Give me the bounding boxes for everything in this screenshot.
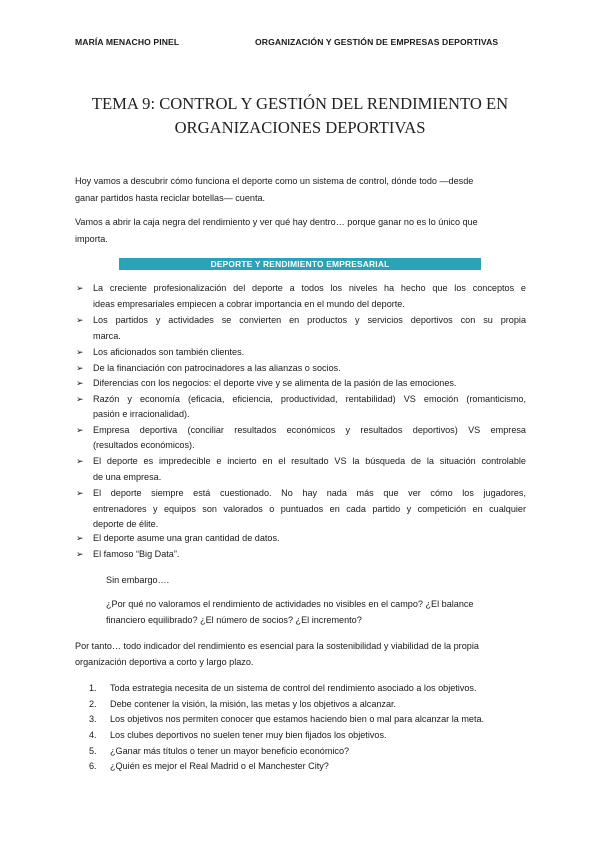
bullet-10: El deporte asume una gran cantidad de datos.	[93, 533, 280, 543]
conclusion-line1: Por tanto… todo indicador del rendimiento es esencial para la sostenibilidad y viabilidad de la propia	[75, 641, 479, 651]
bullet-5: Diferencias con los negocios: el deporte vive y se alimenta de la pasión de las emociones.	[93, 378, 457, 388]
bullet-arrow-icon: ➢	[76, 488, 84, 498]
intro-p2-line1: Vamos a abrir la caja negra del rendimiento y ver qué hay dentro… porque ganar no es lo único que	[75, 217, 478, 227]
list-item: Debe contener la visión, la misión, las metas y los objetivos a alcanzar.	[110, 699, 397, 709]
bullet-9-line3: deporte de élite.	[93, 519, 159, 529]
bullet-arrow-icon: ➢	[76, 378, 84, 388]
aside-sin-embargo: Sin embargo….	[106, 575, 170, 585]
bullet-2-line1: Los partidos y actividades se convierten en productos y servicios deportivos con su propia	[93, 315, 526, 325]
bullet-8-line2: de una empresa.	[93, 472, 162, 482]
bullet-arrow-icon: ➢	[76, 425, 84, 435]
bullet-arrow-icon: ➢	[76, 456, 84, 466]
list-item: Los clubes deportivos no suelen tener muy bien fijados los objetivos.	[110, 730, 387, 740]
list-item: Los objetivos nos permiten conocer que estamos haciendo bien o mal para alcanzar la meta.	[110, 714, 485, 724]
list-item: Toda estrategia necesita de un sistema de control del rendimiento asociado a los objetivos.	[110, 683, 477, 693]
bullet-4: De la financiación con patrocinadores a las alianzas o socios.	[93, 363, 341, 373]
title-line-1: TEMA 9: CONTROL Y GESTIÓN DEL RENDIMIENTO EN	[91, 94, 509, 113]
section-banner: DEPORTE Y RENDIMIENTO EMPRESARIAL	[119, 258, 481, 270]
list-number: 1.	[89, 683, 97, 693]
intro-p2-line2: importa.	[75, 234, 108, 244]
bullet-7-line1: Empresa deportiva (conciliar resultados económicos y resultados deportivos) VS empresa	[93, 425, 526, 435]
header-author: MARÍA MENACHO PINEL	[75, 37, 180, 47]
bullet-1-line2: ideas empresariales empiecen a cobrar importancia en el mundo del deporte.	[93, 299, 405, 309]
bullet-11: El famoso “Big Data”.	[93, 549, 180, 559]
bullet-1-line1: La creciente profesionalización del deporte a todos los niveles ha hecho que los conceptos e	[93, 283, 526, 293]
title-line-2: ORGANIZACIONES DEPORTIVAS	[174, 118, 426, 137]
intro-p1-line2: ganar partidos hasta reciclar botellas— cuenta.	[75, 193, 266, 203]
bullet-arrow-icon: ➢	[76, 283, 84, 293]
bullet-2-line2: marca.	[93, 331, 121, 341]
bullet-arrow-icon: ➢	[76, 363, 84, 373]
header-subject: ORGANIZACIÓN Y GESTIÓN DE EMPRESAS DEPORTIVAS	[255, 37, 499, 47]
bullet-9-line1: El deporte siempre está cuestionado. No hay nada más que ver cómo los jugadores,	[93, 488, 526, 498]
list-item: ¿Quién es mejor el Real Madrid o el Manchester City?	[110, 761, 329, 771]
bullet-arrow-icon: ➢	[76, 394, 84, 404]
bullet-arrow-icon: ➢	[76, 533, 84, 543]
bullet-arrow-icon: ➢	[76, 549, 84, 559]
aside-question-line2: financiero equilibrado? ¿El número de socios? ¿El incremento?	[106, 615, 362, 625]
list-number: 4.	[89, 730, 97, 740]
list-number: 3.	[89, 714, 97, 724]
aside-question-line1: ¿Por qué no valoramos el rendimiento de actividades no visibles en el campo? ¿El balance	[106, 599, 474, 609]
page-title	[60, 92, 540, 140]
list-number: 6.	[89, 761, 97, 771]
list-number: 5.	[89, 746, 97, 756]
bullet-6-line2: pasión e irracionalidad).	[93, 409, 190, 419]
conclusion-line2: organización deportiva a corto y largo plazo.	[75, 657, 254, 667]
intro-p1-line1: Hoy vamos a descubrir cómo funciona el deporte como un sistema de control, dónde todo —desde	[75, 176, 474, 186]
bullet-7-line2: (resultados económicos).	[93, 440, 195, 450]
bullet-6-line1: Razón y economía (eficacia, eficiencia, productividad, rentabilidad) VS emoción (romanticismo,	[93, 394, 526, 404]
bullet-arrow-icon: ➢	[76, 347, 84, 357]
bullet-3: Los aficionados son también clientes.	[93, 347, 245, 357]
bullet-9-line2: entrenadores y equipos son valorados o puntuados en cada partido y competición en cualquier	[93, 504, 526, 514]
list-number: 2.	[89, 699, 97, 709]
bullet-arrow-icon: ➢	[76, 315, 84, 325]
bullet-8-line1: El deporte es impredecible e incierto en el resultado VS la búsqueda de la situación controlable	[93, 456, 526, 466]
list-item: ¿Ganar más títulos o tener un mayor beneficio económico?	[110, 746, 350, 756]
